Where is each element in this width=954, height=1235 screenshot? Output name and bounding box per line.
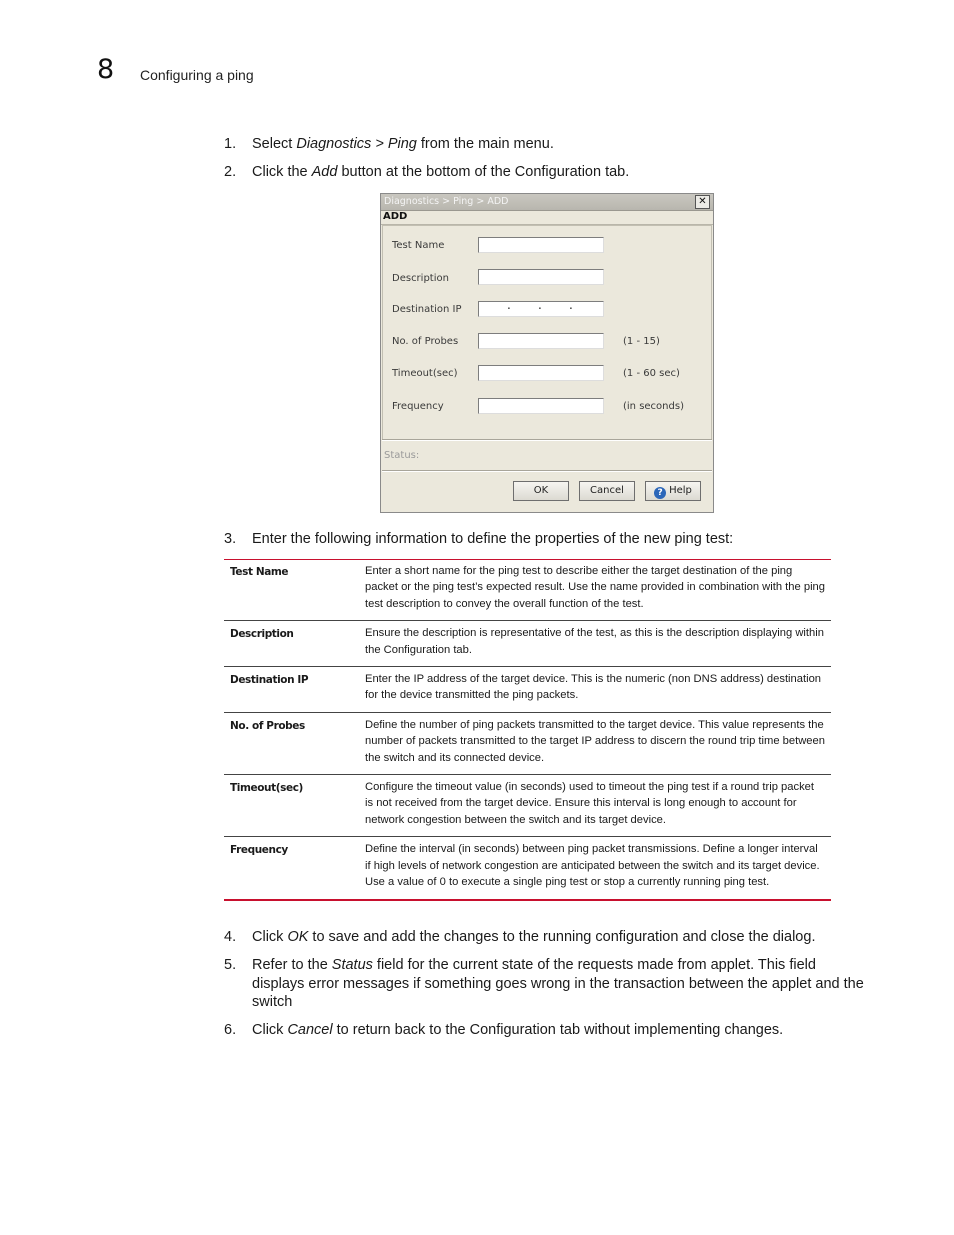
help-icon: ? (654, 487, 666, 499)
table-row (224, 775, 831, 837)
status-label: Status: (384, 450, 420, 461)
table-row (224, 560, 831, 621)
timeout-range-hint: (1 - 60 sec) (623, 368, 680, 379)
step-text: Refer to the Status field for the current state of the requests made from applet. This field displays error messages if something goes wrong in the transaction between the applet and the switch (252, 957, 864, 1011)
step-number: 6. (224, 1022, 237, 1038)
dialog-title: Diagnostics > Ping > ADD (384, 196, 509, 207)
table-row (224, 621, 831, 667)
table-term: Frequency (224, 837, 359, 900)
no-of-probes-label: No. of Probes (392, 336, 459, 347)
no-of-probes-input[interactable] (478, 333, 604, 349)
step-text: Click OK to save and add the changes to the running configuration and close the dialog. (252, 929, 816, 945)
step-number: 5. (224, 957, 237, 973)
table-term: No. of Probes (224, 712, 359, 774)
table-description: Define the interval (in seconds) between ping packet transmissions. Define a longer interval if high levels of network congestion are anticipated between the switch and its target device. Use a value of 0 to execute a single ping test or stop a currently running ping test. (359, 837, 831, 900)
table-term: Test Name (230, 566, 289, 578)
table-description: Configure the timeout value (in seconds) used to timeout the ping test if a round trip packet is not received from the target device. Ensure this interval is long enough to account for network congestion between the switch and its target device. (359, 775, 831, 837)
destination-ip-label: Destination IP (392, 304, 462, 315)
step-text: Select Diagnostics > Ping from the main menu. (252, 136, 554, 152)
step-text: Enter the following information to define the properties of the new ping test: (252, 531, 734, 547)
table-row (224, 667, 831, 713)
table-description: Define the number of ping packets transmitted to the target device. This value represents the number of packets transmitted to the target IP address to discern the round trip time between the switch and its connected device. (359, 712, 831, 774)
test-name-label: Test Name (392, 240, 445, 251)
cancel-button[interactable]: Cancel (579, 481, 635, 501)
step-number: 4. (224, 929, 237, 945)
dialog-titlebar[interactable] (381, 194, 713, 211)
close-icon[interactable]: ✕ (695, 195, 710, 209)
step-text: Click the Add button at the bottom of the Configuration tab. (252, 164, 630, 180)
frequency-unit-hint: (in seconds) (623, 401, 684, 412)
table-term: Timeout(sec) (224, 775, 359, 837)
table-description: Enter a short name for the ping test to describe either the target destination of the ping packet or the ping test’s expected result. Use the name provided in combination with the ping test description to convey the overall function of the test. (365, 565, 825, 610)
timeout-input[interactable] (478, 365, 604, 381)
frequency-input[interactable] (478, 398, 604, 414)
step-number: 3. (224, 531, 237, 547)
ip-separator: . (569, 298, 573, 312)
description-label: Description (392, 273, 449, 284)
destination-ip-input[interactable] (478, 301, 604, 317)
table-description: Ensure the description is representative of the test, as this is the description displaying within the Configuration tab. (359, 621, 831, 667)
step-number: 1. (224, 136, 237, 152)
ok-button[interactable]: OK (513, 481, 569, 501)
ping-add-dialog (380, 193, 714, 513)
frequency-label: Frequency (392, 401, 444, 412)
description-input[interactable] (478, 269, 604, 285)
chapter-number: 8 (97, 54, 115, 85)
status-divider (382, 439, 712, 441)
ip-separator: . (507, 298, 511, 312)
table-row (224, 712, 831, 774)
buttons-divider (382, 470, 712, 472)
ip-separator: . (538, 298, 542, 312)
help-button[interactable] (645, 481, 701, 501)
timeout-label: Timeout(sec) (392, 368, 458, 379)
test-name-input[interactable] (478, 237, 604, 253)
chapter-title: Configuring a ping (140, 67, 254, 83)
table-term: Description (224, 621, 359, 667)
probes-range-hint: (1 - 15) (623, 336, 660, 347)
step-text: Click Cancel to return back to the Configuration tab without implementing changes. (252, 1022, 784, 1038)
dialog-header: ADD (381, 211, 713, 225)
step-number: 2. (224, 164, 237, 180)
help-button-label: Help (669, 485, 692, 496)
table-description: Enter the IP address of the target device. This is the numeric (non DNS address) destination for the device transmitted the ping packets. (359, 667, 831, 713)
ping-parameters-table (224, 559, 831, 901)
table-row (224, 837, 831, 900)
table-term: Destination IP (224, 667, 359, 713)
